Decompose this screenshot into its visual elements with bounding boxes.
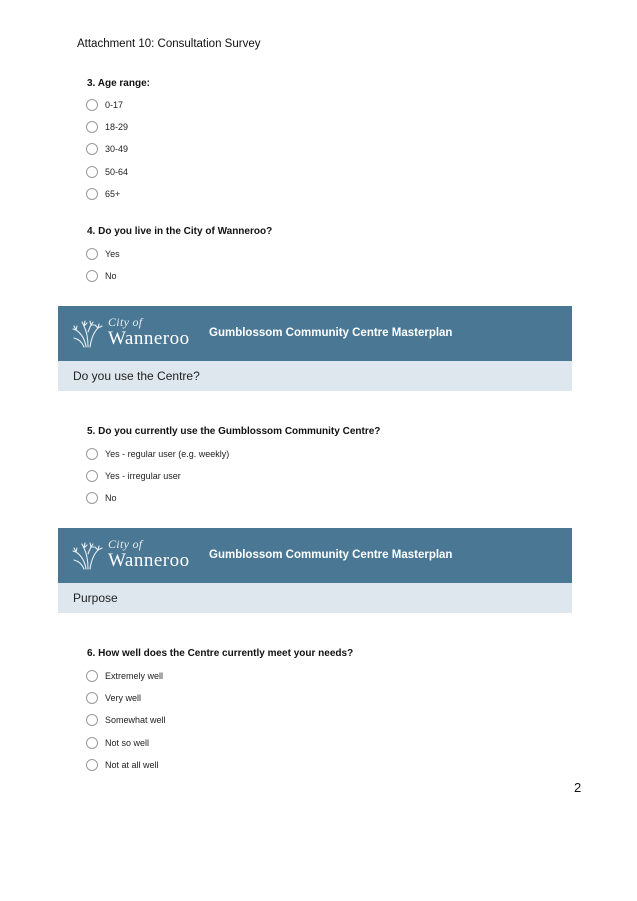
option-list <box>87 243 272 287</box>
option-list <box>87 665 353 776</box>
city-of-wanneroo-logo <box>72 314 202 354</box>
banner-header <box>58 528 572 583</box>
radio-button[interactable] <box>86 714 98 726</box>
logo-city-text: City of <box>108 537 143 551</box>
radio-option[interactable] <box>86 265 272 287</box>
radio-button[interactable] <box>86 121 98 133</box>
radio-option[interactable] <box>86 243 272 265</box>
section-banner-purpose <box>58 528 572 613</box>
section-subtitle: Purpose <box>58 583 572 613</box>
logo-city-text: City of <box>108 315 143 329</box>
gum-blossom-logo-icon <box>72 538 106 572</box>
radio-option[interactable] <box>86 687 353 709</box>
radio-button[interactable] <box>86 166 98 178</box>
section-subtitle: Do you use the Centre? <box>58 361 572 391</box>
radio-button[interactable] <box>86 448 98 460</box>
document-header: Attachment 10: Consultation Survey <box>77 38 261 50</box>
radio-option[interactable] <box>86 161 150 183</box>
section-banner-use <box>58 306 572 391</box>
option-label: Yes <box>105 249 120 260</box>
question-live-in-wanneroo <box>87 226 272 287</box>
question-title: 6. How well does the Centre currently meet your needs? <box>87 648 354 659</box>
logo-name-text: Wanneroo <box>108 328 190 349</box>
radio-option[interactable] <box>86 443 380 465</box>
radio-button[interactable] <box>86 99 98 111</box>
question-title: 4. Do you live in the City of Wanneroo? <box>87 226 273 237</box>
radio-button[interactable] <box>86 692 98 704</box>
radio-button[interactable] <box>86 670 98 682</box>
option-label: 18-29 <box>105 122 129 133</box>
question-use-centre <box>87 426 380 510</box>
option-label: Extremely well <box>105 671 164 682</box>
option-label: Yes - irregular user <box>105 471 181 482</box>
gum-blossom-logo-icon <box>72 316 106 350</box>
option-list <box>87 443 380 510</box>
banner-title: Gumblossom Community Centre Masterplan <box>209 549 453 561</box>
option-label: 30-49 <box>105 144 129 155</box>
option-label: Yes - regular user (e.g. weekly) <box>105 449 230 460</box>
radio-option[interactable] <box>86 116 150 138</box>
page-number: 2 <box>574 780 582 795</box>
option-label: 50-64 <box>105 166 129 177</box>
option-label: Somewhat well <box>105 715 166 726</box>
option-label: Very well <box>105 693 142 704</box>
option-label: Not so well <box>105 737 150 748</box>
radio-button[interactable] <box>86 143 98 155</box>
option-label: No <box>105 271 117 282</box>
radio-button[interactable] <box>86 248 98 260</box>
option-label: Not at all well <box>105 759 159 770</box>
radio-option[interactable] <box>86 754 353 776</box>
radio-button[interactable] <box>86 470 98 482</box>
radio-button[interactable] <box>86 737 98 749</box>
radio-button[interactable] <box>86 188 98 200</box>
radio-option[interactable] <box>86 94 150 116</box>
city-of-wanneroo-logo <box>72 536 202 576</box>
question-age-range <box>87 78 150 205</box>
radio-option[interactable] <box>86 183 150 205</box>
logo-name-text: Wanneroo <box>108 550 190 571</box>
option-label: 65+ <box>105 188 121 199</box>
radio-option[interactable] <box>86 138 150 160</box>
radio-button[interactable] <box>86 759 98 771</box>
radio-option[interactable] <box>86 732 353 754</box>
radio-button[interactable] <box>86 492 98 504</box>
banner-title: Gumblossom Community Centre Masterplan <box>209 327 453 339</box>
banner-header <box>58 306 572 361</box>
option-label: 0-17 <box>105 100 124 111</box>
question-title: 5. Do you currently use the Gumblossom Community Centre? <box>87 426 381 437</box>
radio-option[interactable] <box>86 487 380 509</box>
radio-option[interactable] <box>86 665 353 687</box>
question-title: 3. Age range: <box>87 78 150 89</box>
option-label: No <box>105 493 117 504</box>
question-meet-needs <box>87 648 353 776</box>
radio-option[interactable] <box>86 709 353 731</box>
radio-option[interactable] <box>86 465 380 487</box>
option-list <box>87 94 150 205</box>
radio-button[interactable] <box>86 270 98 282</box>
